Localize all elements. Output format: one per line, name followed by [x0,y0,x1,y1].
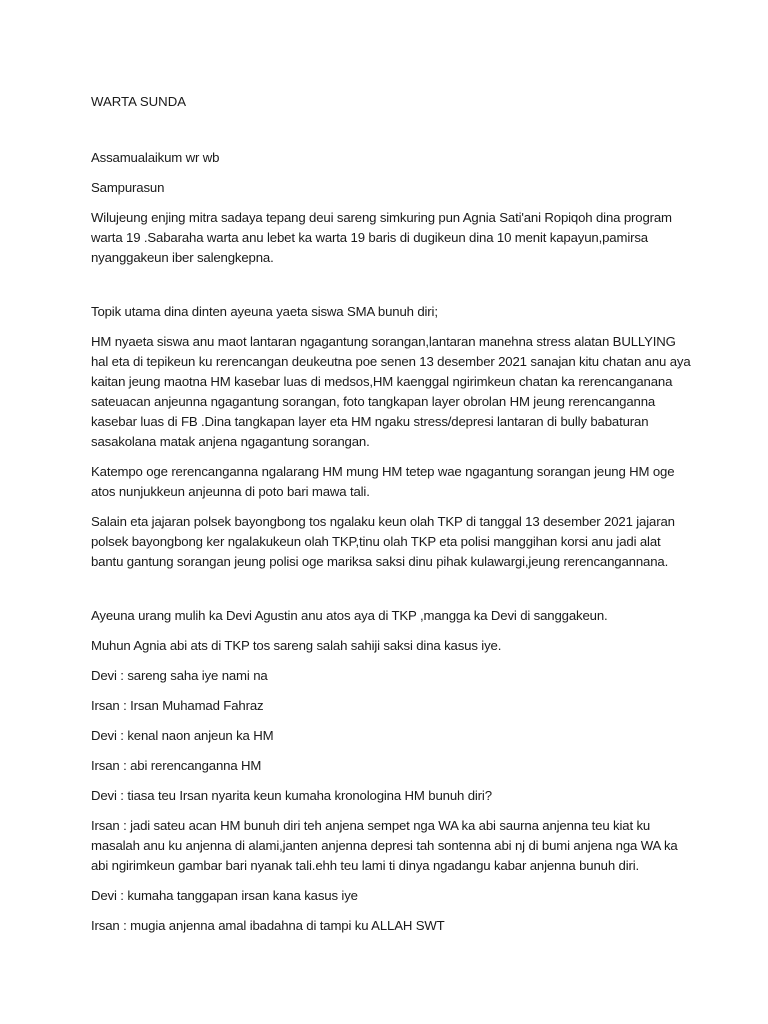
document-body [91,92,691,946]
dialogue-line: Irsan : Irsan Muhamad Fahraz [91,698,264,713]
dialogue-line: Devi : kumaha tanggapan irsan kana kasus iye [91,888,358,903]
news-paragraph-3: Salain eta jajaran polsek bayongbong tos ngalaku keun olah TKP di tanggal 13 desember 2021 jajaran polsek bayongbong ker ngalakukeun olah TKP,tinu olah TKP eta polisi manggihan korsi anu jadi alat bantu gantung sorangan jeung polisi oge mariksa saksi dinu pihak kulawargi,jeung rerencangannana. [91,514,675,569]
news-paragraph-2: Katempo oge rerencanganna ngalarang HM mung HM tetep wae ngagantung sorangan jeung HM oge atos nunjukkeun anjeunna di poto bari mawa tali. [91,464,675,499]
dialogue-line: Devi : sareng saha iye nami na [91,668,268,683]
dialogue-line: Irsan : abi rerencanganna HM [91,758,262,773]
intro-paragraph: Wilujeung enjing mitra sadaya tepang deui sareng simkuring pun Agnia Sati'ani Ropiqoh dina program warta 19 .Sabaraha warta anu lebet ka warta 19 baris di dugikeun dina 10 menit kapayun,pamirsa nyanggakeun iber salengkepna. [91,210,672,265]
reporter-intro: Muhun Agnia abi ats di TKP tos sareng salah sahiji saksi dina kasus iye. [91,638,502,653]
dialogue-line: Irsan : mugia anjenna amal ibadahna di tampi ku ALLAH SWT [91,918,445,933]
document-title: WARTA SUNDA [91,94,187,109]
greeting-salam: Assamualaikum wr wb [91,150,220,165]
news-paragraph-1: HM nyaeta siswa anu maot lantaran ngagantung sorangan,lantaran manehna stress alatan BULLYING hal eta di tepikeun ku rerencangan deukeutna poe senen 13 desember 2021 sanajan kitu chatan anu aya kaitan jeung maotna HM kasebar luas di medsos,HM kaenggal ngirimkeun chatan ka rerencanganana sateuacan anjeunna ngagantung sorangan, foto tangkapan layer obrolan HM jeung rerencanganna kasebar luas di FB .Dina tangkapan layer eta HM ngaku stress/depresi lantaran di bully babaturan sasakolana matak anjena ngagantung sorangan. [91,334,691,449]
dialogue-line: Devi : tiasa teu Irsan nyarita keun kumaha kronologina HM bunuh diri? [91,788,492,803]
dialogue-line: Irsan : jadi sateu acan HM bunuh diri teh anjena sempet nga WA ka abi saurna anjenna teu kiat ku masalah anu ku anjenna di alami,janten anjenna depresi tah sontenna abi nj di bumi anjena nga WA ka abi ngirimkeun gambar bari nyanak tali.ehh teu lami ti dinya ngadangu kabar anjenna bunuh diri. [91,818,678,873]
handover-paragraph: Ayeuna urang mulih ka Devi Agustin anu atos aya di TKP ,mangga ka Devi di sanggakeun. [91,608,608,623]
greeting-sampurasun: Sampurasun [91,180,165,195]
dialogue-line: Devi : kenal naon anjeun ka HM [91,728,274,743]
main-topic: Topik utama dina dinten ayeuna yaeta siswa SMA bunuh diri; [91,304,438,319]
